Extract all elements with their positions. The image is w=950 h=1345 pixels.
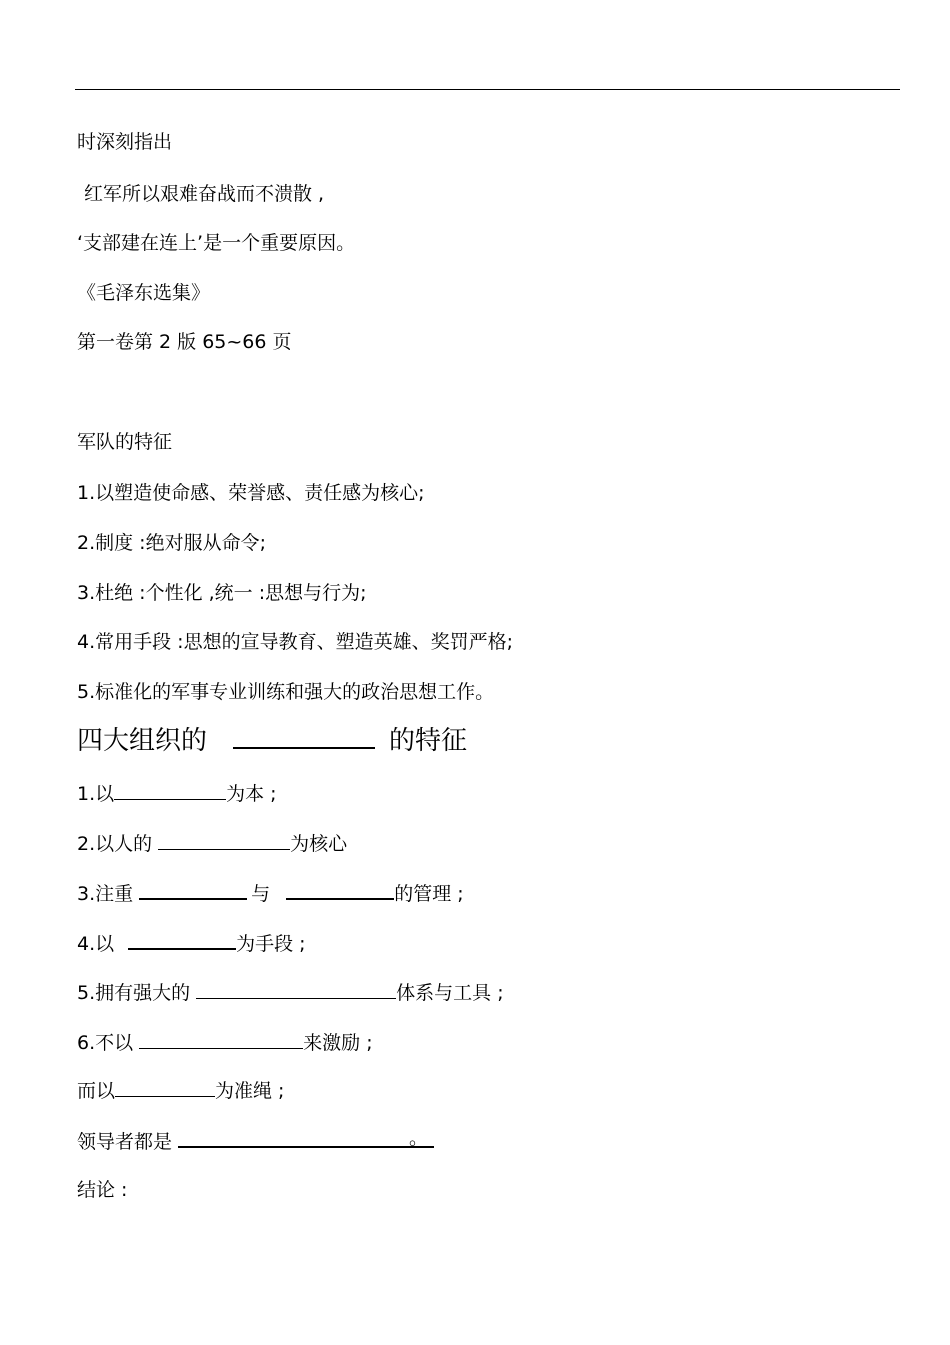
org-item-6 (77, 1030, 373, 1055)
item2-post: 为核心 (290, 833, 348, 855)
army-item-5: 5.标准化的军事专业训练和强大的政治思想工作。 (77, 681, 495, 703)
blank-6[interactable] (139, 1030, 303, 1049)
item3-post: 的管理 ; (394, 883, 464, 905)
item3-pre: 3.注重 (77, 883, 140, 905)
item7-pre: 而以 (77, 1080, 116, 1102)
org-item-1 (77, 781, 277, 806)
org-item-5 (77, 980, 504, 1005)
header-rule (75, 89, 900, 90)
org-item-8 (77, 1128, 434, 1154)
blank-5[interactable] (196, 980, 396, 999)
item3-mid: 与 (251, 883, 271, 905)
item7-post: 为准绳 ; (215, 1080, 285, 1102)
org-heading-pre: 四大组织的 (77, 726, 208, 756)
quote-line-2: 红军所以艰难奋战而不溃散 , (84, 183, 325, 205)
org-heading-post: 的特征 (389, 726, 468, 756)
blank-heading[interactable] (233, 725, 375, 749)
item6-post: 来激励 ; (303, 1032, 373, 1054)
org-item-7 (77, 1078, 284, 1103)
source-page: 第一卷第 2 版 65~66 页 (77, 331, 292, 353)
org-item-4 (77, 930, 306, 956)
item8-end: 。 (409, 1127, 429, 1149)
item1-post: 为本 ; (226, 783, 277, 805)
blank-8[interactable] (178, 1128, 434, 1148)
blank-7[interactable] (115, 1078, 215, 1097)
army-item-1: 1.以塑造使命感、荣誉感、责任感为核心; (77, 482, 425, 504)
quote-line-1: 时深刻指出 (77, 131, 173, 153)
item5-pre: 5.拥有强大的 (77, 982, 197, 1004)
item1-pre: 1.以 (77, 783, 115, 805)
org-heading (77, 725, 467, 757)
org-item-3 (77, 880, 464, 906)
blank-3a[interactable] (139, 880, 247, 900)
army-item-2: 2.制度 :绝对服从命令; (77, 532, 266, 554)
item8-pre: 领导者都是 (77, 1131, 179, 1153)
blank-3b[interactable] (286, 880, 394, 900)
item4-pre: 4.以 (77, 933, 115, 955)
quote-line-3: ‘支部建在连上’是一个重要原因。 (77, 232, 356, 254)
item4-post: 为手段 ; (236, 933, 306, 955)
source-book: 《毛泽东选集》 (77, 282, 211, 304)
blank-1[interactable] (114, 781, 226, 800)
army-item-4: 4.常用手段 :思想的宣导教育、塑造英雄、奖罚严格; (77, 631, 513, 653)
item5-post: 体系与工具 ; (396, 982, 504, 1004)
army-heading: 军队的特征 (77, 431, 173, 453)
item2-pre: 2.以人的 (77, 833, 159, 855)
org-item-2 (77, 831, 347, 856)
conclusion: 结论 : (77, 1179, 128, 1201)
item6-pre: 6.不以 (77, 1032, 140, 1054)
blank-2[interactable] (158, 831, 290, 850)
blank-4[interactable] (128, 930, 236, 950)
army-item-3: 3.杜绝 :个性化 ,统一 :思想与行为; (77, 582, 367, 604)
